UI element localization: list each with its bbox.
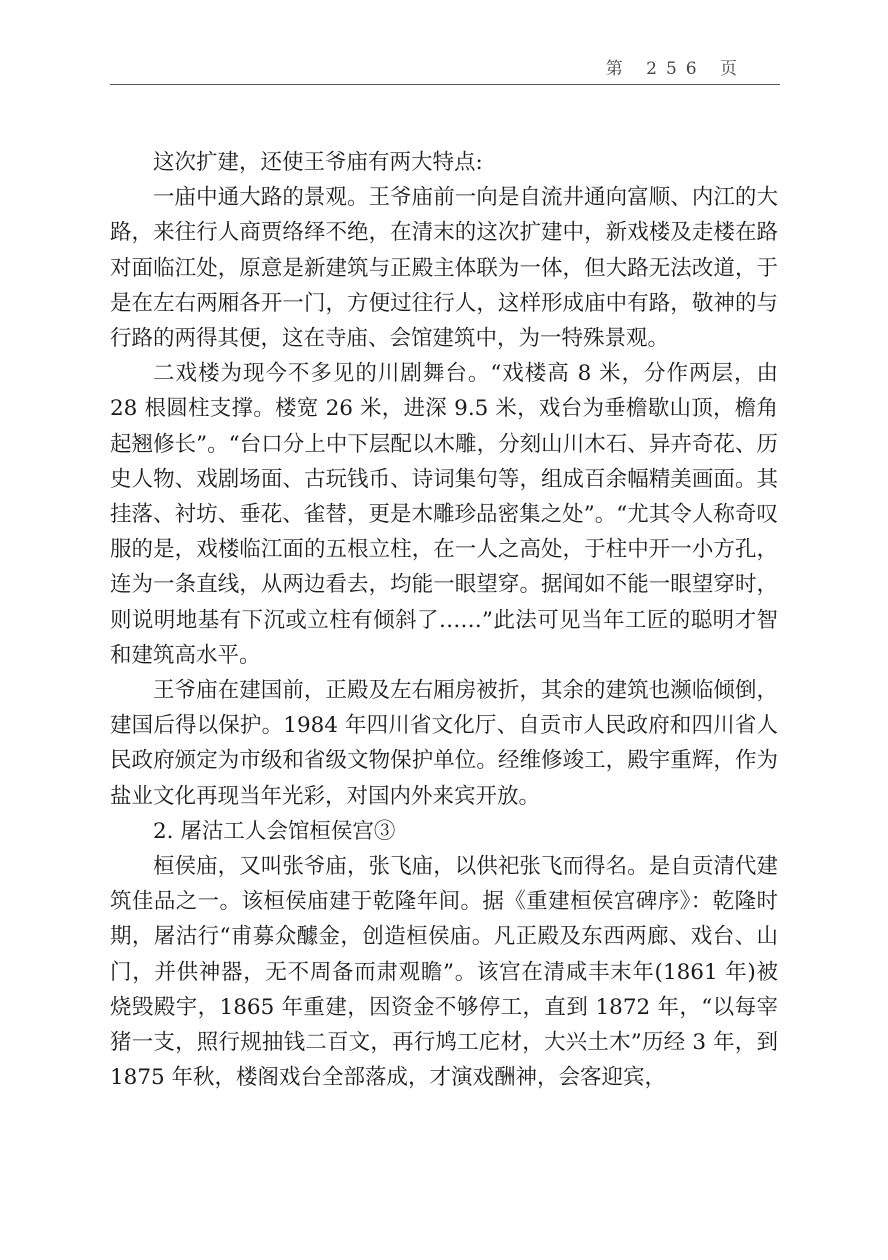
page-number: 第 256 页 (605, 59, 746, 79)
paragraph-huanhou-temple: 桓侯庙，又叫张爷庙，张飞庙，以供祀张飞而得名。是自贡清代建筑佳品之一。该桓侯庙建于乾隆年间。据《重建桓侯宫碑序》：乾隆时期，屠沽行“甫募众醵金，创造桓侯庙。凡正殿及东西两廊、戏台、山门，并供神器，无不周备而肃观瞻”。该宫在清咸丰末年(1861 年)被烧毁殿宇，1865 年重建，因资金不够停工，直到 1872 年，“以每宰猪一支，照行规抽钱二百文，再行鸠工庀材，大兴土木”历经 3 年，到 1875 年秋，楼阁戏台全部落成，才演戏酬神，会客迎宾， (110, 854, 778, 1091)
paragraph-feature-one: 一庙中通大路的景观。王爷庙前一向是自流井通向富顺、内江的大路，来往行人商贾络绎不绝，在清末的这次扩建中，新戏楼及走楼在路对面临江处，原意是新建筑与正殿主体联为一体，但大路无法改道，于是在左右两厢各开一门，方便过往行人，这样形成庙中有路，敬神的与行路的两得其便，这在寺庙、会馆建筑中，为一特殊景观。 (110, 185, 778, 352)
paragraph-protection: 王爷庙在建国前，正殿及左右厢房被折，其余的建筑也濒临倾倒，建国后得以保护。1984 年四川省文化厅、自贡市人民政府和四川省人民政府颁定为市级和省级文物保护单位。经维修竣工，殿宇重辉，作为盐业文化再现当年光彩，对国内外来宾开放。 (110, 678, 778, 809)
paragraph-feature-two: 二戏楼为现今不多见的川剧舞台。“戏楼高 8 米，分作两层，由 28 根圆柱支撑。楼宽 26 米，进深 9.5 米，戏台为垂檐歇山顶，檐角起翘修长”。“台口分上中下层配以木雕，分刻山川木石、异卉奇花、历史人物、戏剧场面、古玩钱币、诗词集句等，组成百余幅精美画面。其挂落、衬坊、垂花、雀替，更是木雕珍品密集之处”。“尤其令人称奇叹服的是，戏楼临江面的五根立柱，在一人之高处，于柱中开一小方孔，连为一条直线，从两边看去，均能一眼望穿。据闻如不能一眼望穿时，则说明地基有下沉或立柱有倾斜了……”此法可见当年工匠的聪明才智和建筑高水平。 (110, 361, 778, 668)
paragraph-intro: 这次扩建，还使王爷庙有两大特点: (153, 150, 483, 175)
section-heading: 2. 屠沽工人会馆桓侯宫③ (153, 818, 396, 844)
page-header (110, 52, 780, 85)
body-text (110, 145, 778, 1095)
